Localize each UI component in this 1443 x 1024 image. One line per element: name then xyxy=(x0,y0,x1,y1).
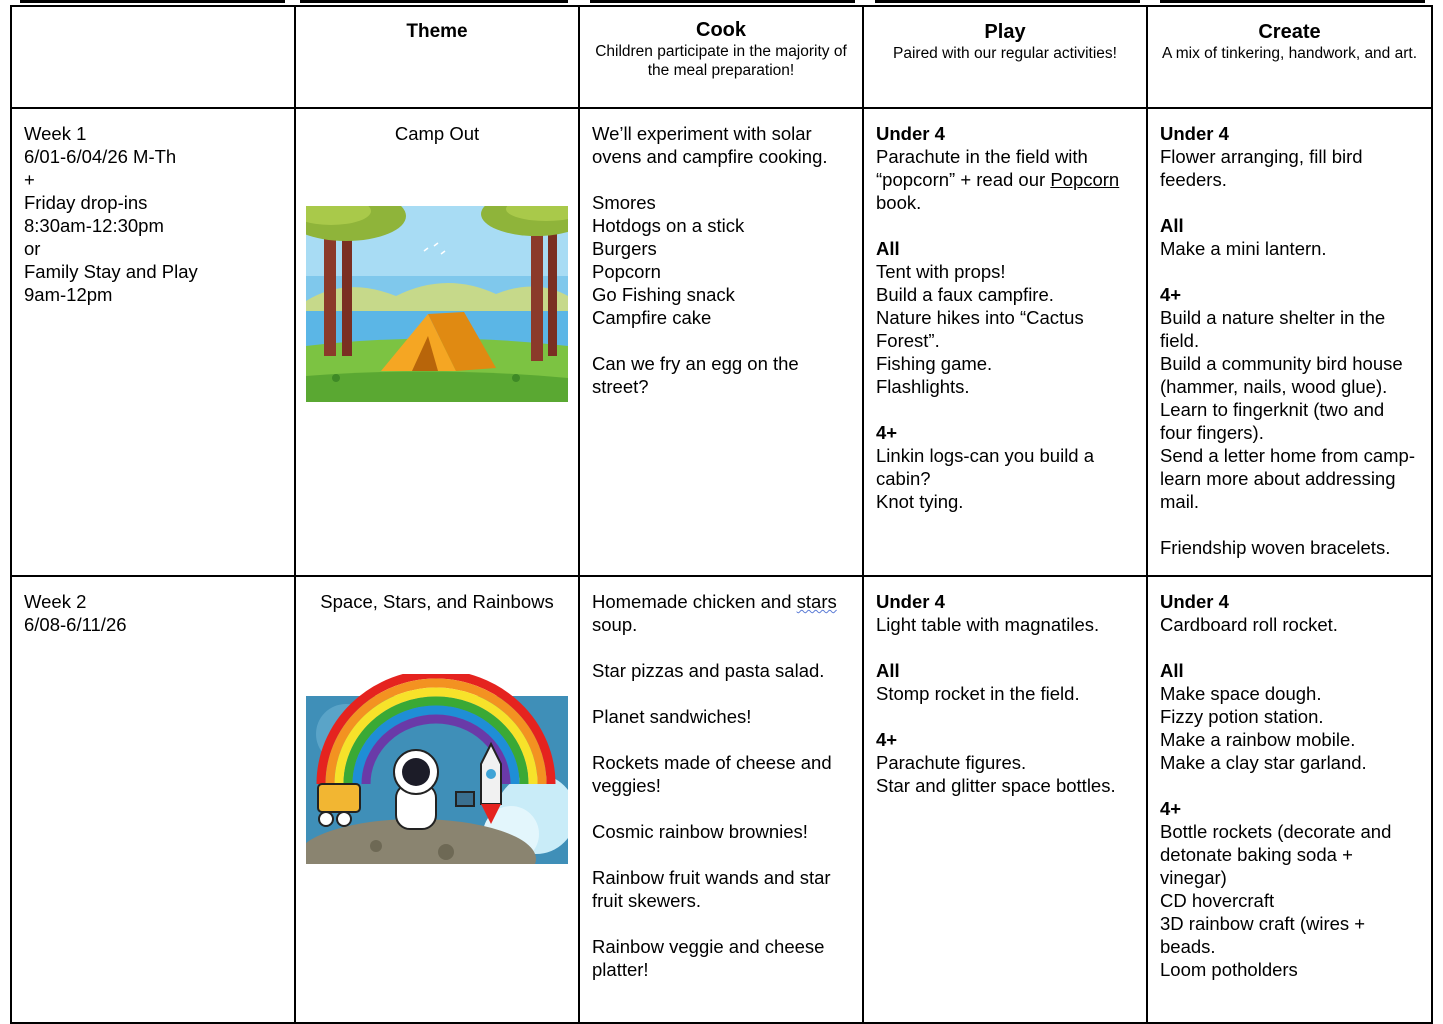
cook-item: Hotdogs on a stick xyxy=(592,215,745,236)
week-info-line: Friday drop-ins xyxy=(24,192,148,213)
create-item: Learn to fingerknit (two and four fingers). xyxy=(1160,399,1385,443)
age-label-4plus: 4+ xyxy=(1160,284,1182,305)
play-text: Parachute in the field with “popcorn” + read our xyxy=(876,146,1088,190)
play-text: book. xyxy=(876,192,922,213)
header-theme xyxy=(295,6,579,108)
create-item: 3D rainbow craft (wires + beads. xyxy=(1160,913,1366,957)
header-create xyxy=(1147,6,1432,108)
age-label-4plus: 4+ xyxy=(876,422,898,443)
cook-item: Popcorn xyxy=(592,261,661,282)
age-label-all: All xyxy=(876,660,900,681)
create-item: Make space dough. xyxy=(1160,683,1322,704)
create-item: Loom potholders xyxy=(1160,959,1298,980)
header-cook xyxy=(579,6,863,108)
age-label-under4: Under 4 xyxy=(1160,591,1229,612)
play-cell xyxy=(863,576,1147,1023)
camp-out-illustration xyxy=(306,206,568,402)
age-label-under4: Under 4 xyxy=(876,123,945,144)
cook-item: Cosmic rainbow brownies! xyxy=(592,821,808,842)
cook-item: Go Fishing snack xyxy=(592,284,735,305)
age-label-under4: Under 4 xyxy=(876,591,945,612)
header-cook-title: Cook xyxy=(696,19,746,41)
header-theme-title: Theme xyxy=(406,21,468,42)
create-cell xyxy=(1147,108,1432,576)
header-create-title: Create xyxy=(1258,21,1321,43)
create-item: Fizzy potion station. xyxy=(1160,706,1324,727)
cook-item: Rainbow veggie and cheese platter! xyxy=(592,936,825,980)
theme-cell xyxy=(295,576,579,1023)
header-cook-subtitle: Children participate in the majority of the meal preparation! xyxy=(595,43,847,79)
page-top-border xyxy=(300,0,568,3)
play-item: Build a faux campfire. xyxy=(876,284,1054,305)
create-item: CD hovercraft xyxy=(1160,890,1275,911)
cook-item: Campfire cake xyxy=(592,307,712,328)
week-row xyxy=(11,576,1432,1023)
play-cell xyxy=(863,108,1147,576)
header-empty-cell xyxy=(11,6,295,108)
play-item: Light table with magnatiles. xyxy=(876,614,1100,635)
week-info-line: 9am-12pm xyxy=(24,284,113,305)
age-label-4plus: 4+ xyxy=(876,729,898,750)
create-item: Build a nature shelter in the field. xyxy=(1160,307,1386,351)
week-info-line: Family Stay and Play xyxy=(24,261,198,282)
theme-cell xyxy=(295,108,579,576)
space-rainbow-illustration xyxy=(306,674,568,864)
create-item: Build a community bird house (hammer, nails, wood glue). xyxy=(1160,353,1403,397)
header-create-subtitle: A mix of tinkering, handwork, and art. xyxy=(1161,45,1418,62)
page-top-border xyxy=(20,0,285,3)
cook-item: Star pizzas and pasta salad. xyxy=(592,660,825,681)
play-item xyxy=(876,145,1135,214)
age-label-all: All xyxy=(876,238,900,259)
page-top-border xyxy=(590,0,855,3)
theme-name: Camp Out xyxy=(394,123,480,144)
play-item: Star and glitter space bottles. xyxy=(876,775,1116,796)
camp-schedule-table xyxy=(10,5,1433,1024)
week-info-line: 8:30am-12:30pm xyxy=(24,215,164,236)
cook-cell xyxy=(579,108,863,576)
header-play xyxy=(863,6,1147,108)
week-info-line: 6/08-6/11/26 xyxy=(24,614,127,635)
cook-item: Planet sandwiches! xyxy=(592,706,752,727)
cook-item: Rockets made of cheese and veggies! xyxy=(592,752,832,796)
age-label-all: All xyxy=(1160,215,1184,236)
week-info-line: or xyxy=(24,238,41,259)
create-cell xyxy=(1147,576,1432,1023)
book-title: Popcorn xyxy=(1050,169,1120,190)
age-label-under4: Under 4 xyxy=(1160,123,1229,144)
week-info-line: Week 1 xyxy=(24,123,87,144)
create-item: Make a mini lantern. xyxy=(1160,238,1327,259)
play-item: Stomp rocket in the field. xyxy=(876,683,1080,704)
week-row xyxy=(11,108,1432,576)
create-item: Make a rainbow mobile. xyxy=(1160,729,1356,750)
week-info-line: + xyxy=(24,169,35,190)
create-item: Friendship woven bracelets. xyxy=(1160,537,1391,558)
play-item: Linkin logs-can you build a cabin? xyxy=(876,445,1095,489)
cook-item: Rainbow fruit wands and star fruit skewers. xyxy=(592,867,831,911)
week-info-cell xyxy=(11,108,295,576)
cook-text: Homemade chicken and xyxy=(592,591,797,612)
create-item: Bottle rockets (decorate and detonate baking soda + vinegar) xyxy=(1160,821,1392,888)
play-item: Flashlights. xyxy=(876,376,970,397)
theme-name: Space, Stars, and Rainbows xyxy=(320,591,554,612)
week-info-line: 6/01-6/04/26 M-Th xyxy=(24,146,177,167)
week-info-line: Week 2 xyxy=(24,591,87,612)
play-item: Knot tying. xyxy=(876,491,964,512)
age-label-4plus: 4+ xyxy=(1160,798,1182,819)
page-top-border xyxy=(1160,0,1425,3)
cook-question: Can we fry an egg on the street? xyxy=(592,353,799,397)
create-item: Flower arranging, fill bird feeders. xyxy=(1160,146,1363,190)
cook-cell xyxy=(579,576,863,1023)
play-item: Nature hikes into “Cactus Forest”. xyxy=(876,307,1084,351)
header-play-title: Play xyxy=(984,21,1026,43)
cook-text: soup. xyxy=(592,614,638,635)
play-item: Tent with props! xyxy=(876,261,1006,282)
age-label-all: All xyxy=(1160,660,1184,681)
create-item: Make a clay star garland. xyxy=(1160,752,1367,773)
spellcheck-word: stars xyxy=(796,591,837,612)
cook-intro: We’ll experiment with solar ovens and campfire cooking. xyxy=(592,123,828,167)
page-top-border xyxy=(875,0,1140,3)
cook-item: Burgers xyxy=(592,238,657,259)
create-item: Send a letter home from camp-learn more about addressing mail. xyxy=(1160,445,1415,512)
cook-item: Smores xyxy=(592,192,656,213)
create-item: Cardboard roll rocket. xyxy=(1160,614,1338,635)
header-row xyxy=(11,6,1432,108)
play-item: Parachute figures. xyxy=(876,752,1027,773)
week-info-cell xyxy=(11,576,295,1023)
cook-item xyxy=(592,590,851,636)
play-item: Fishing game. xyxy=(876,353,993,374)
header-play-subtitle: Paired with our regular activities! xyxy=(893,45,1117,62)
